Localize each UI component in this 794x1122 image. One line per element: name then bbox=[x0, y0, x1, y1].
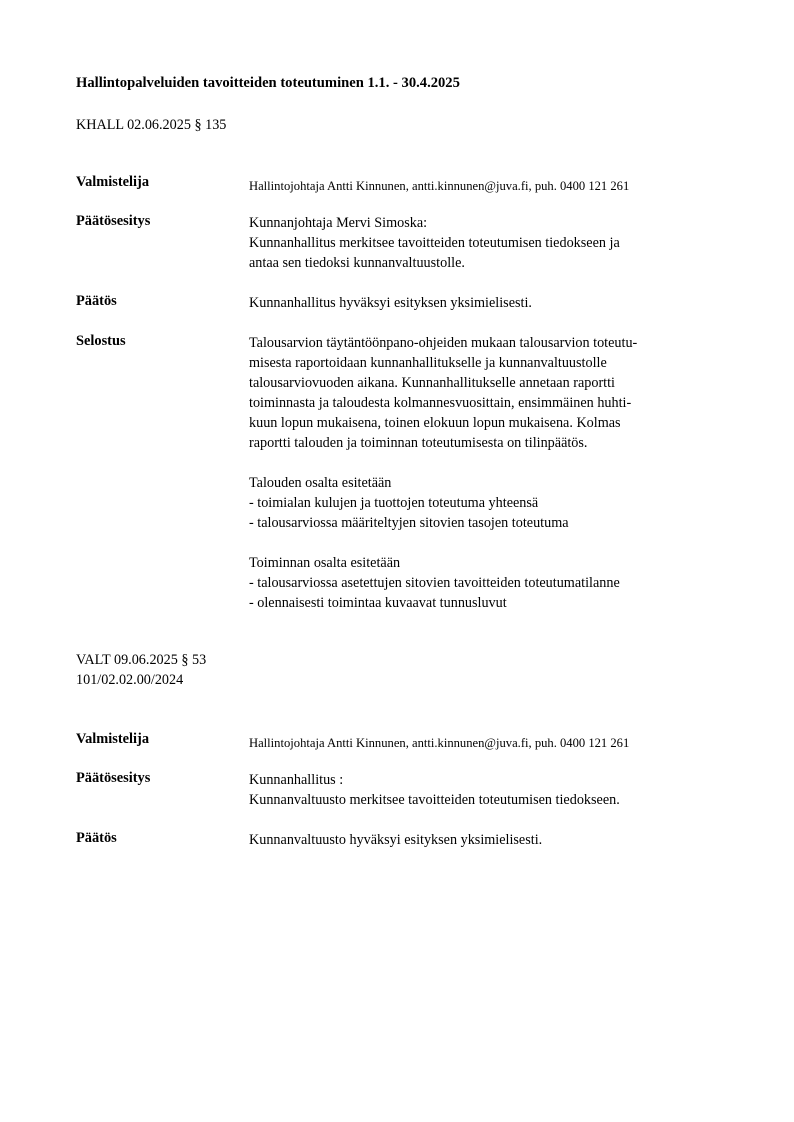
talous-line: - talousarviossa määriteltyjen sitovien tasojen toteutuma bbox=[249, 515, 569, 531]
valmistelija-value: Hallintojohtaja Antti Kinnunen, antti.kinnunen@juva.fi, puh. 0400 121 261 bbox=[249, 179, 630, 193]
paatosesitys-line: Kunnanhallitus merkitsee tavoitteiden toteutumisen tiedokseen ja bbox=[249, 235, 620, 251]
paragraph-gap bbox=[249, 453, 729, 473]
paragraph-gap bbox=[249, 533, 729, 553]
valmistelija-label: Valmistelija bbox=[76, 174, 150, 190]
selostus-line: misesta raportoidaan kunnanhallitukselle ja kunnanvaltuustolle bbox=[249, 355, 607, 371]
selostus-line: talousarviovuoden aikana. Kunnanhallitukselle annetaan raportti bbox=[249, 375, 615, 391]
paatos-value: Kunnanvaltuusto hyväksyi esityksen yksimielisesti. bbox=[249, 832, 543, 848]
talous-line: Talouden osalta esitetään bbox=[249, 475, 392, 491]
toiminta-line: - olennaisesti toimintaa kuvaavat tunnusluvut bbox=[249, 595, 507, 611]
paatosesitys-line: Kunnanhallitus : bbox=[249, 772, 344, 788]
paatosesitys-line: antaa sen tiedoksi kunnanvaltuustolle. bbox=[249, 255, 465, 271]
toiminta-line: Toiminnan osalta esitetään bbox=[249, 555, 401, 571]
case-number: 101/02.02.00/2024 bbox=[76, 672, 184, 688]
paatos-label: Päätös bbox=[76, 293, 117, 309]
toiminta-line: - talousarviossa asetettujen sitovien tavoitteiden toteutumatilanne bbox=[249, 575, 620, 591]
valt-reference bbox=[76, 650, 206, 690]
selostus-text bbox=[249, 333, 729, 613]
selostus-line: raportti talouden ja toiminnan toteutumisesta on tilinpäätös. bbox=[249, 435, 588, 451]
valmistelija-label: Valmistelija bbox=[76, 731, 150, 747]
paatosesitys-line: Kunnanvaltuusto merkitsee tavoitteiden toteutumisen tiedokseen. bbox=[249, 792, 620, 808]
paatosesitys-label: Päätösesitys bbox=[76, 213, 151, 229]
selostus-line: toiminnasta ja taloudesta kolmannesvuosittain, ensimmäinen huhti- bbox=[249, 395, 632, 411]
valmistelija-value: Hallintojohtaja Antti Kinnunen, antti.kinnunen@juva.fi, puh. 0400 121 261 bbox=[249, 736, 630, 750]
paatosesitys-line: Kunnanjohtaja Mervi Simoska: bbox=[249, 215, 428, 231]
document-title: Hallintopalveluiden tavoitteiden toteutuminen 1.1. - 30.4.2025 bbox=[76, 75, 460, 91]
paatosesitys-text bbox=[249, 770, 729, 810]
selostus-line: Talousarvion täytäntöönpano-ohjeiden mukaan talousarvion toteutu- bbox=[249, 335, 638, 351]
khall-reference: KHALL 02.06.2025 § 135 bbox=[76, 117, 227, 133]
paatosesitys-text bbox=[249, 213, 729, 273]
selostus-label: Selostus bbox=[76, 333, 126, 349]
paatos-value: Kunnanhallitus hyväksyi esityksen yksimielisesti. bbox=[249, 295, 532, 311]
talous-line: - toimialan kulujen ja tuottojen toteutuma yhteensä bbox=[249, 495, 539, 511]
paatos-label: Päätös bbox=[76, 830, 117, 846]
paatosesitys-label: Päätösesitys bbox=[76, 770, 151, 786]
selostus-line: kuun lopun mukaisena, toinen elokuun lopun mukaisena. Kolmas bbox=[249, 415, 621, 431]
valt-reference-line: VALT 09.06.2025 § 53 bbox=[76, 652, 207, 668]
